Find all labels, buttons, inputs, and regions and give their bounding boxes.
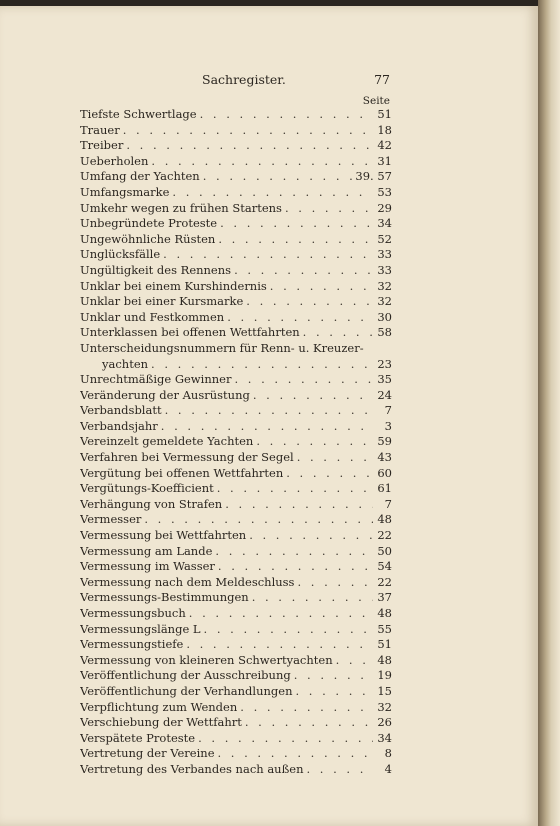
entry-label: Unterscheidungsnummern für Renn- u. Kreuzer- xyxy=(80,340,364,355)
entry-label: Vergütung bei offenen Wettfahrten xyxy=(80,465,284,480)
index-entry xyxy=(80,575,392,591)
index-entry xyxy=(80,512,392,528)
entry-page-number: 18 xyxy=(377,122,392,137)
leader-dots xyxy=(144,512,373,528)
entry-label: Vermessungsbuch xyxy=(80,606,186,620)
index-entry xyxy=(80,528,392,544)
entry-label: Unklar bei einer Kursmarke xyxy=(80,294,244,309)
leader-dots xyxy=(123,123,373,139)
index-entry xyxy=(80,590,392,606)
index-entry xyxy=(80,637,392,653)
entry-page-number: 50 xyxy=(377,543,392,558)
index-entry xyxy=(80,294,392,310)
entry-label: Unklar bei einem Kurshindernis xyxy=(80,278,267,293)
index-entry xyxy=(80,481,392,497)
index-entry xyxy=(80,419,392,435)
index-entry xyxy=(80,279,392,295)
leader-dots xyxy=(234,263,373,279)
entry-label: Ueberholen xyxy=(80,153,149,168)
index-entry xyxy=(80,263,392,279)
leader-dots xyxy=(294,668,373,684)
entry-label: Ungültigkeit des Rennens xyxy=(80,262,232,277)
entry-label: Ungewöhnliche Rüsten xyxy=(80,231,216,246)
index-entry xyxy=(80,434,392,450)
leader-dots xyxy=(186,637,373,653)
index-entry xyxy=(80,668,392,684)
entry-page-number: 52 xyxy=(377,231,392,246)
entry-page-number: 39. 57 xyxy=(355,169,392,184)
entry-label: Vereinzelt gemeldete Yachten xyxy=(80,434,254,449)
entry-label: Treiber xyxy=(80,138,124,153)
leader-dots xyxy=(297,450,373,466)
entry-label: Verspätete Proteste xyxy=(80,730,196,745)
entry-label: Verschiebung der Wettfahrt xyxy=(80,715,242,730)
leader-dots xyxy=(189,606,373,622)
page-edge-shadow xyxy=(538,0,560,826)
leader-dots xyxy=(203,169,353,185)
entry-label: Unterklassen bei offenen Wettfahrten xyxy=(80,325,300,340)
leader-dots xyxy=(165,403,373,419)
index-entry xyxy=(80,357,392,373)
index-entry xyxy=(80,746,392,762)
column-label: Seite xyxy=(362,95,390,107)
index-entry xyxy=(80,466,392,482)
entry-page-number: 22 xyxy=(377,528,392,543)
index-entry xyxy=(80,216,392,232)
leader-dots xyxy=(204,622,373,638)
entry-label: Umfang der Yachten xyxy=(80,169,200,184)
index-entry xyxy=(80,185,392,201)
page-header xyxy=(80,72,390,90)
index-entry xyxy=(80,497,392,513)
index-entry xyxy=(80,544,392,560)
entry-label: Veränderung der Ausrüstung xyxy=(80,387,250,402)
entry-label: Verbandsblatt xyxy=(80,403,162,418)
entry-label: Vermessungs-Bestimmungen xyxy=(80,590,249,605)
index-entry xyxy=(80,450,392,466)
entry-label: Umfangsmarke xyxy=(80,184,170,199)
entry-page-number: 29 xyxy=(377,200,392,215)
index-entry xyxy=(80,232,392,248)
entry-page-number: 30 xyxy=(377,309,392,324)
page-number: 77 xyxy=(374,72,390,87)
entry-label: Verpflichtung zum Wenden xyxy=(80,699,238,714)
index-entry xyxy=(80,684,392,700)
leader-dots xyxy=(286,466,373,482)
index-entry xyxy=(80,403,392,419)
entry-label: Umkehr wegen zu frühen Startens xyxy=(80,200,282,215)
index-entry xyxy=(80,325,392,341)
leader-dots xyxy=(198,731,373,747)
leader-dots xyxy=(217,481,373,497)
leader-dots xyxy=(163,247,373,263)
leader-dots xyxy=(245,715,373,731)
entry-label: Vermessung nach dem Meldeschluss xyxy=(80,574,295,589)
leader-dots xyxy=(240,700,373,716)
entry-page-number: 53 xyxy=(377,184,392,199)
leader-dots xyxy=(172,185,373,201)
leader-dots xyxy=(151,357,373,373)
leader-dots xyxy=(270,279,373,295)
entry-label: Verbandsjahr xyxy=(80,418,158,433)
entry-label: Unglücksfälle xyxy=(80,247,161,262)
entry-page-number: 7 xyxy=(384,403,392,418)
entry-page-number: 55 xyxy=(377,621,392,636)
entry-label: yachten xyxy=(102,356,149,371)
entry-label: Vertretung der Vereine xyxy=(80,746,215,761)
entry-page-number: 48 xyxy=(377,606,392,620)
entry-page-number: 48 xyxy=(377,652,392,667)
entry-page-number: 42 xyxy=(377,138,392,153)
entry-page-number: 54 xyxy=(377,559,392,574)
entry-label: Tiefste Schwertlage xyxy=(80,107,197,121)
entry-page-number: 33 xyxy=(377,262,392,277)
entry-label: Verfahren bei Vermessung der Segel xyxy=(80,450,294,465)
entry-label: Vertretung des Verbandes nach außen xyxy=(80,761,304,776)
index-entry xyxy=(80,201,392,217)
leader-dots xyxy=(126,138,373,154)
entry-page-number: 23 xyxy=(377,356,392,371)
entry-label: Vermessung bei Wettfahrten xyxy=(80,528,247,543)
entry-page-number: 61 xyxy=(377,481,392,496)
leader-dots xyxy=(215,544,373,560)
index-entry xyxy=(80,762,392,778)
entry-page-number: 37 xyxy=(377,590,392,605)
leader-dots xyxy=(306,762,373,778)
leader-dots xyxy=(200,107,373,123)
leader-dots xyxy=(249,528,373,544)
leader-dots xyxy=(253,388,373,404)
index-entry xyxy=(80,154,392,170)
entry-label: Vermessung von kleineren Schwertyachten xyxy=(80,652,333,667)
leader-dots xyxy=(246,294,373,310)
entry-page-number: 22 xyxy=(377,574,392,589)
entry-page-number: 43 xyxy=(377,450,392,465)
index-entry xyxy=(80,559,392,575)
entry-page-number: 32 xyxy=(377,699,392,714)
entry-page-number: 35 xyxy=(377,372,392,387)
page-title: Sachregister. xyxy=(202,72,286,87)
leader-dots xyxy=(303,325,373,341)
entry-page-number: 59 xyxy=(377,434,392,449)
entry-page-number: 31 xyxy=(377,153,392,168)
entry-page-number: 19 xyxy=(377,668,392,683)
entry-label: Vergütungs-Koefficient xyxy=(80,481,214,496)
entry-page-number: 15 xyxy=(377,683,392,698)
entry-page-number: 34 xyxy=(377,216,392,231)
leader-dots xyxy=(297,575,373,591)
leader-dots xyxy=(227,310,373,326)
index-entry xyxy=(80,700,392,716)
index-entry xyxy=(80,247,392,263)
entry-page-number: 24 xyxy=(377,387,392,402)
leader-dots xyxy=(336,653,373,669)
entry-page-number: 32 xyxy=(377,294,392,309)
leader-dots xyxy=(218,746,374,762)
entry-page-number: 32 xyxy=(377,278,392,293)
entry-label: Vermessung am Lande xyxy=(80,543,213,558)
index-entry-list xyxy=(80,107,392,778)
entry-label: Vermessungslänge L xyxy=(80,621,201,636)
leader-dots xyxy=(295,684,373,700)
index-entry xyxy=(80,123,392,139)
leader-dots xyxy=(151,154,373,170)
index-entry xyxy=(80,107,392,123)
leader-dots xyxy=(161,419,373,435)
entry-page-number: 34 xyxy=(377,730,392,745)
entry-label: Unbegründete Proteste xyxy=(80,216,218,231)
entry-page-number: 60 xyxy=(377,465,392,480)
entry-page-number: 58 xyxy=(377,325,392,340)
index-entry xyxy=(80,310,392,326)
entry-label: Unklar und Festkommen xyxy=(80,309,225,324)
leader-dots xyxy=(218,559,373,575)
entry-page-number: 8 xyxy=(384,746,392,761)
entry-page-number: 51 xyxy=(377,107,392,121)
leader-dots xyxy=(225,497,373,513)
leader-dots xyxy=(256,434,373,450)
index-entry xyxy=(80,372,392,388)
leader-dots xyxy=(285,201,373,217)
leader-dots xyxy=(220,216,373,232)
entry-page-number: 51 xyxy=(377,637,392,652)
index-entry xyxy=(80,731,392,747)
entry-label: Vermessung im Wasser xyxy=(80,559,215,574)
entry-page-number: 33 xyxy=(377,247,392,262)
index-entry xyxy=(80,341,392,357)
leader-dots xyxy=(218,232,373,248)
entry-label: Veröffentlichung der Ausschreibung xyxy=(80,668,291,683)
index-entry xyxy=(80,653,392,669)
index-entry xyxy=(80,169,392,185)
entry-label: Vermessungstiefe xyxy=(80,637,184,652)
leader-dots xyxy=(252,590,373,606)
index-entry xyxy=(80,622,392,638)
entry-label: Unrechtmäßige Gewinner xyxy=(80,372,232,387)
index-entry xyxy=(80,715,392,731)
leader-dots xyxy=(234,372,373,388)
index-entry xyxy=(80,606,392,622)
entry-page-number: 3 xyxy=(384,418,392,433)
entry-page-number: 26 xyxy=(377,715,392,730)
entry-page-number: 7 xyxy=(384,496,392,511)
index-entry xyxy=(80,388,392,404)
entry-label: Vermesser xyxy=(80,512,142,527)
entry-label: Trauer xyxy=(80,122,120,137)
index-entry xyxy=(80,138,392,154)
entry-page-number: 4 xyxy=(384,761,392,776)
entry-label: Verhängung von Strafen xyxy=(80,496,223,511)
entry-label: Veröffentlichung der Verhandlungen xyxy=(80,683,293,698)
entry-page-number: 48 xyxy=(377,512,392,527)
